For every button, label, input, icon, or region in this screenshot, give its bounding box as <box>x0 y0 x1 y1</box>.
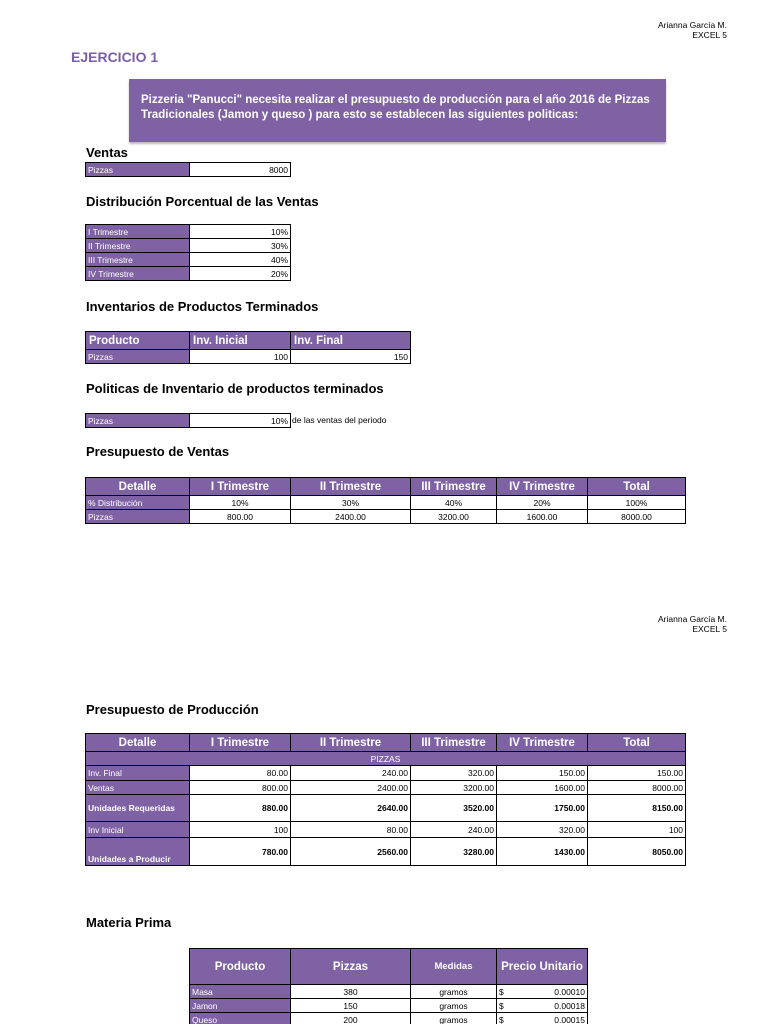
cell-value[interactable]: 40% <box>190 253 291 267</box>
cell-medida[interactable]: gramos <box>411 999 497 1013</box>
col-header-iv-trimestre: IV Trimestre <box>497 478 588 496</box>
table-header-row <box>86 734 686 752</box>
cell-value[interactable]: 150.00 <box>497 766 588 781</box>
page-header <box>527 20 727 40</box>
cell-currency: $ <box>497 1013 507 1024</box>
row-label: Inv Inicial <box>86 822 190 838</box>
intro-box <box>129 79 666 142</box>
table-row <box>190 1013 588 1024</box>
intro-line-1: Pizzeria "Panucci" necesita realizar el presupuesto de producción para el año 2016 de Pizzas <box>141 94 650 106</box>
inventarios-title: Inventarios de Productos Terminados <box>86 299 319 314</box>
cell-pizzas[interactable]: 380 <box>291 985 411 999</box>
presupuesto-produccion-title: Presupuesto de Producción <box>86 702 259 717</box>
cell-value[interactable]: 1600.00 <box>497 510 588 524</box>
cell-value[interactable]: 20% <box>497 496 588 510</box>
table-row <box>86 267 291 281</box>
col-header-producto: Producto <box>190 949 291 985</box>
materia-prima-title: Materia Prima <box>86 915 172 930</box>
cell-value[interactable]: 800.00 <box>190 510 291 524</box>
cell-value[interactable]: 1430.00 <box>497 838 588 866</box>
row-label: Unidades a Producir <box>86 838 190 866</box>
cell-value[interactable]: 3200.00 <box>411 781 497 795</box>
inventarios-table <box>85 331 411 364</box>
author-name: Arianna García M. <box>658 20 727 30</box>
cell-value[interactable]: 100% <box>588 496 686 510</box>
politicas-label: Pizzas <box>86 414 190 428</box>
cell-value[interactable]: 8050.00 <box>588 838 686 866</box>
cell-value[interactable]: 240.00 <box>411 822 497 838</box>
cell-value[interactable]: 320.00 <box>411 766 497 781</box>
cell-value[interactable]: 800.00 <box>190 781 291 795</box>
col-header-detalle: Detalle <box>86 478 190 496</box>
cell-currency: $ <box>497 985 507 999</box>
politicas-value[interactable]: 10% <box>190 414 291 428</box>
table-row <box>190 985 588 999</box>
cell-value[interactable]: 8000.00 <box>588 781 686 795</box>
col-header-iii-trimestre: III Trimestre <box>411 478 497 496</box>
cell-medida[interactable]: gramos <box>411 1013 497 1024</box>
cell-value[interactable]: 240.00 <box>291 766 411 781</box>
cell-value[interactable]: 80.00 <box>190 766 291 781</box>
row-label: Inv. Final <box>86 766 190 781</box>
col-header-ii-trimestre: II Trimestre <box>291 478 411 496</box>
intro-line-2: Tradicionales (Jamon y queso ) para esto se establecen las siguientes politicas: <box>141 109 579 121</box>
table-header-row <box>86 332 411 350</box>
course-name: EXCEL 5 <box>692 30 727 40</box>
cell-producto: Queso <box>190 1013 291 1024</box>
row-label: Unidades Requeridas <box>86 795 190 822</box>
col-header-medidas: Medidas <box>411 949 497 985</box>
cell-pizzas[interactable]: 150 <box>291 999 411 1013</box>
presupuesto-produccion-table <box>85 733 686 866</box>
table-row <box>86 795 686 822</box>
politicas-title: Politicas de Inventario de productos terminados <box>86 381 384 396</box>
table-subheader-row <box>86 752 686 766</box>
cell-value[interactable]: 8150.00 <box>588 795 686 822</box>
cell-value[interactable]: 80.00 <box>291 822 411 838</box>
distribucion-title: Distribución Porcentual de las Ventas <box>86 194 319 209</box>
table-row <box>86 496 686 510</box>
cell-value[interactable]: 320.00 <box>497 822 588 838</box>
col-header-ii-trimestre: II Trimestre <box>291 734 411 752</box>
presupuesto-ventas-title: Presupuesto de Ventas <box>86 444 230 459</box>
table-row <box>86 350 411 364</box>
cell-value[interactable]: 8000.00 <box>588 510 686 524</box>
col-header-iv-trimestre: IV Trimestre <box>497 734 588 752</box>
cell-label: II Trimestre <box>86 239 190 253</box>
table-row <box>86 163 291 177</box>
page-header <box>527 614 727 634</box>
cell-value[interactable]: 1600.00 <box>497 781 588 795</box>
row-label: Pizzas <box>86 510 190 524</box>
cell-value[interactable]: 2400.00 <box>291 781 411 795</box>
cell-value[interactable]: 20% <box>190 267 291 281</box>
cell-value[interactable]: 40% <box>411 496 497 510</box>
table-row <box>86 253 291 267</box>
cell-producto: Masa <box>190 985 291 999</box>
cell-value[interactable]: 3280.00 <box>411 838 497 866</box>
cell-value[interactable]: 10% <box>190 496 291 510</box>
ventas-table <box>85 162 291 177</box>
presupuesto-ventas-table <box>85 477 686 524</box>
course-name: EXCEL 5 <box>692 624 727 634</box>
col-header-pizzas: Pizzas <box>291 949 411 985</box>
cell-value[interactable]: 780.00 <box>190 838 291 866</box>
col-header-i-trimestre: I Trimestre <box>190 478 291 496</box>
cell-producto: Jamon <box>190 999 291 1013</box>
table-row <box>86 822 686 838</box>
col-header-i-trimestre: I Trimestre <box>190 734 291 752</box>
politicas-table <box>85 413 291 428</box>
col-header-detalle: Detalle <box>86 734 190 752</box>
cell-producto: Pizzas <box>86 350 190 364</box>
cell-value[interactable]: 2640.00 <box>291 795 411 822</box>
table-header-row <box>86 478 686 496</box>
table-row <box>86 838 686 866</box>
cell-inv-final[interactable]: 150 <box>291 350 411 364</box>
distribucion-table <box>85 224 291 281</box>
cell-value[interactable]: 880.00 <box>190 795 291 822</box>
cell-value[interactable]: 10% <box>190 225 291 239</box>
cell-value[interactable]: 2400.00 <box>291 510 411 524</box>
ventas-label: Pizzas <box>86 163 190 177</box>
table-row <box>86 781 686 795</box>
table-row <box>86 766 686 781</box>
cell-value[interactable]: 2560.00 <box>291 838 411 866</box>
table-header-row <box>190 949 588 985</box>
col-header-total: Total <box>588 478 686 496</box>
col-header-precio-unitario: Precio Unitario <box>497 949 588 985</box>
cell-medida[interactable]: gramos <box>411 985 497 999</box>
cell-value[interactable]: 150.00 <box>588 766 686 781</box>
politicas-note: de las ventas del periodo <box>292 415 387 425</box>
cell-value[interactable]: 100 <box>588 822 686 838</box>
cell-label: IV Trimestre <box>86 267 190 281</box>
cell-label: III Trimestre <box>86 253 190 267</box>
cell-precio[interactable]: 0.00015 <box>507 1013 588 1024</box>
table-row <box>86 510 686 524</box>
col-header-inv-inicial: Inv. Inicial <box>190 332 291 350</box>
cell-value[interactable]: 3200.00 <box>411 510 497 524</box>
ventas-title: Ventas <box>86 145 128 160</box>
cell-precio[interactable]: 0.00010 <box>507 985 588 999</box>
table-row <box>86 414 291 428</box>
col-header-producto: Producto <box>86 332 190 350</box>
cell-value[interactable]: 30% <box>291 496 411 510</box>
cell-label: I Trimestre <box>86 225 190 239</box>
table-row <box>190 999 588 1013</box>
cell-precio[interactable]: 0.00018 <box>507 999 588 1013</box>
cell-value[interactable]: 30% <box>190 239 291 253</box>
table-row <box>86 225 291 239</box>
cell-value[interactable]: 3520.00 <box>411 795 497 822</box>
pizzas-subheader: PIZZAS <box>86 752 686 766</box>
col-header-inv-final: Inv. Final <box>291 332 411 350</box>
table-row <box>86 239 291 253</box>
ventas-value[interactable]: 8000 <box>190 163 291 177</box>
cell-inv-inicial[interactable]: 100 <box>190 350 291 364</box>
col-header-total: Total <box>588 734 686 752</box>
cell-pizzas[interactable]: 200 <box>291 1013 411 1024</box>
materia-prima-table <box>189 948 588 1024</box>
author-name: Arianna García M. <box>658 614 727 624</box>
cell-value[interactable]: 100 <box>190 822 291 838</box>
row-label: Ventas <box>86 781 190 795</box>
row-label: % Distribución <box>86 496 190 510</box>
cell-value[interactable]: 1750.00 <box>497 795 588 822</box>
col-header-iii-trimestre: III Trimestre <box>411 734 497 752</box>
exercise-title: EJERCICIO 1 <box>71 49 159 65</box>
cell-currency: $ <box>497 999 507 1013</box>
